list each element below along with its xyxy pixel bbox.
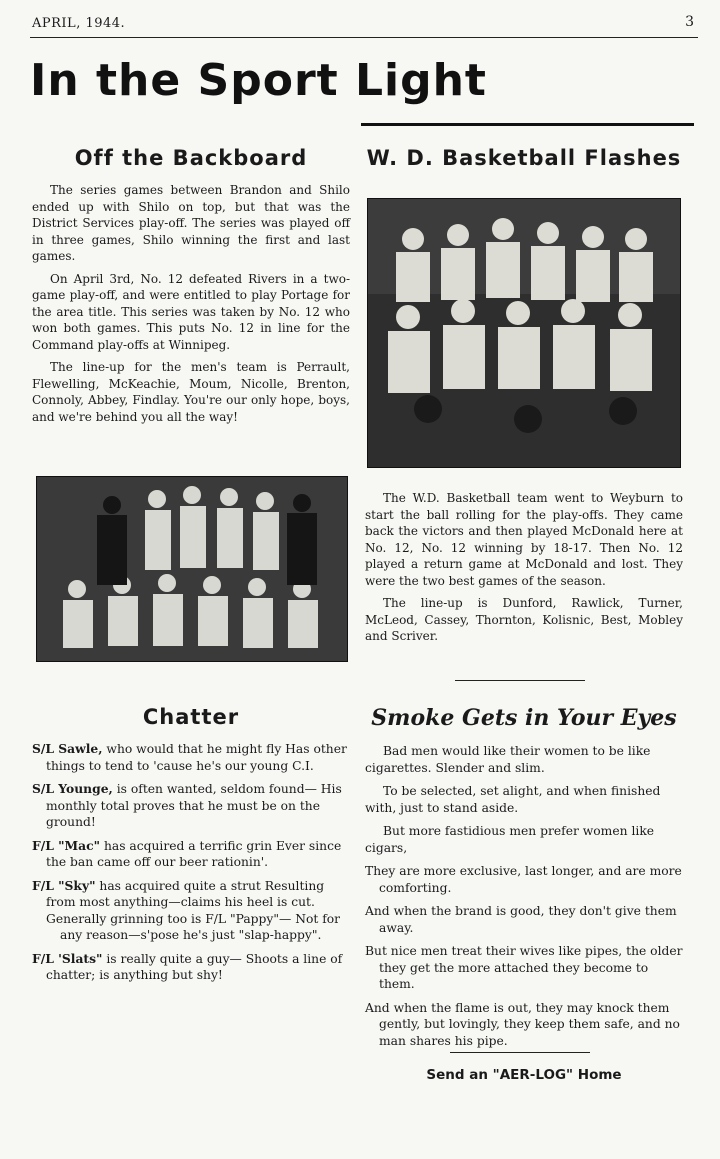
smoke-paragraph: But nice men treat their wives like pipes, the older they get the more attached they become to them. (365, 944, 683, 991)
chatter-name: S/L Sawle, (32, 741, 103, 756)
smoke-end-rule (450, 1052, 590, 1053)
wd-article (365, 146, 683, 170)
chatter-item (32, 781, 350, 831)
womens-team-photo (367, 198, 681, 468)
chatter-name: S/L Younge, (32, 781, 113, 796)
chatter-body (32, 741, 350, 984)
mens-team-photo (36, 476, 348, 662)
mens-team-photo-figures (37, 477, 347, 661)
backboard-paragraph: The series games between Brandon and Shilo ended up with Shilo on top, but that was the District Services play-off. The series was played off in three games, Shilo winning the first and last games. (32, 183, 350, 263)
chatter-item (32, 878, 350, 911)
chatter-text: has acquired quite a strut Resulting from most anything—claims his heel is cut. (46, 878, 325, 909)
issue-date: APRIL, 1944. (32, 16, 126, 31)
chatter-name: F/L 'Slats" (32, 950, 103, 966)
backboard-article (32, 146, 350, 431)
smoke-title: Smoke Gets in Your Eyes (371, 705, 677, 731)
chatter-title: Chatter (142, 705, 240, 729)
chatter-text: who would that he might fly Has other things to tend to 'cause he's our young C.I. (46, 742, 347, 773)
chatter-text: is often wanted, seldom found— His monthly total proves that he must be on the ground! (46, 782, 342, 829)
smoke-article (365, 705, 683, 1056)
backboard-body (32, 182, 350, 425)
womens-team-photo-figures (368, 199, 680, 467)
chatter-text: has acquired a terrific grin Ever since the ban came off our beer rationin'. (46, 838, 342, 869)
wd-end-rule (455, 680, 585, 681)
wd-body (365, 490, 683, 651)
masthead-rule (361, 123, 694, 126)
chatter-item (32, 741, 350, 774)
backboard-title: Off the Backboard (74, 146, 308, 170)
smoke-paragraph: And when the brand is good, they don't give them away. (365, 904, 677, 935)
header-rule (30, 37, 698, 38)
smoke-paragraph: To be selected, set alight, and when finished with, just to stand aside. (365, 784, 661, 815)
wd-paragraph: The W.D. Basketball team went to Weyburn to start the ball rolling for the play-offs. They came back the victors and then played McDonald here at No. 12, No. 12 winning by 18-17. Then No. 12 played a return game at McDonald and lost. They were the two best games of the season. (365, 491, 683, 588)
smoke-paragraph: But more fastidious men prefer women like cigars, (365, 824, 655, 855)
smoke-body (365, 743, 683, 1049)
backboard-paragraph: The line-up for the men's team is Perrault, Flewelling, McKeachie, Moum, Nicolle, Brenton, Connoly, Abbey, Findlay. You're our only hope, boys, and we're behind you all the way! (32, 360, 350, 424)
chatter-name: F/L "Sky" (32, 877, 96, 893)
chatter-text: is really quite a guy— Shoots a line of chatter; is anything but shy! (46, 951, 343, 982)
chatter-name: F/L "Mac" (32, 837, 101, 853)
footer-slogan: Send an "AER-LOG" Home (426, 1067, 622, 1083)
chatter-article (32, 705, 350, 991)
wd-title: W. D. Basketball Flashes (366, 146, 682, 170)
smoke-paragraph: And when the flame is out, they may knock them gently, but lovingly, they keep them safe, and no man shares his pipe. (365, 1000, 680, 1048)
chatter-item (32, 911, 350, 944)
chatter-item (32, 838, 350, 871)
chatter-text: Generally grinning too is F/L "Pappy"— Not for any reason—s'pose he's just "slap-happy". (46, 911, 341, 942)
smoke-paragraph: Bad men would like their women to be like cigarettes. Slender and slim. (365, 744, 651, 775)
page-number: 3 (685, 14, 694, 30)
chatter-item (32, 951, 350, 984)
page-masthead: In the Sport Light (30, 55, 487, 106)
smoke-paragraph: They are more exclusive, last longer, and are more comforting. (365, 864, 682, 895)
wd-paragraph: The line-up is Dunford, Rawlick, Turner, McLeod, Cassey, Thornton, Kolisnic, Best, Mobley and Scriver. (365, 596, 683, 643)
backboard-paragraph: On April 3rd, No. 12 defeated Rivers in a two-game play-off, and were entitled to play Portage for the area title. This series was taken by No. 12 who won both games. This puts No. 12 in line for the Command play-offs at Winnipeg. (32, 271, 350, 352)
